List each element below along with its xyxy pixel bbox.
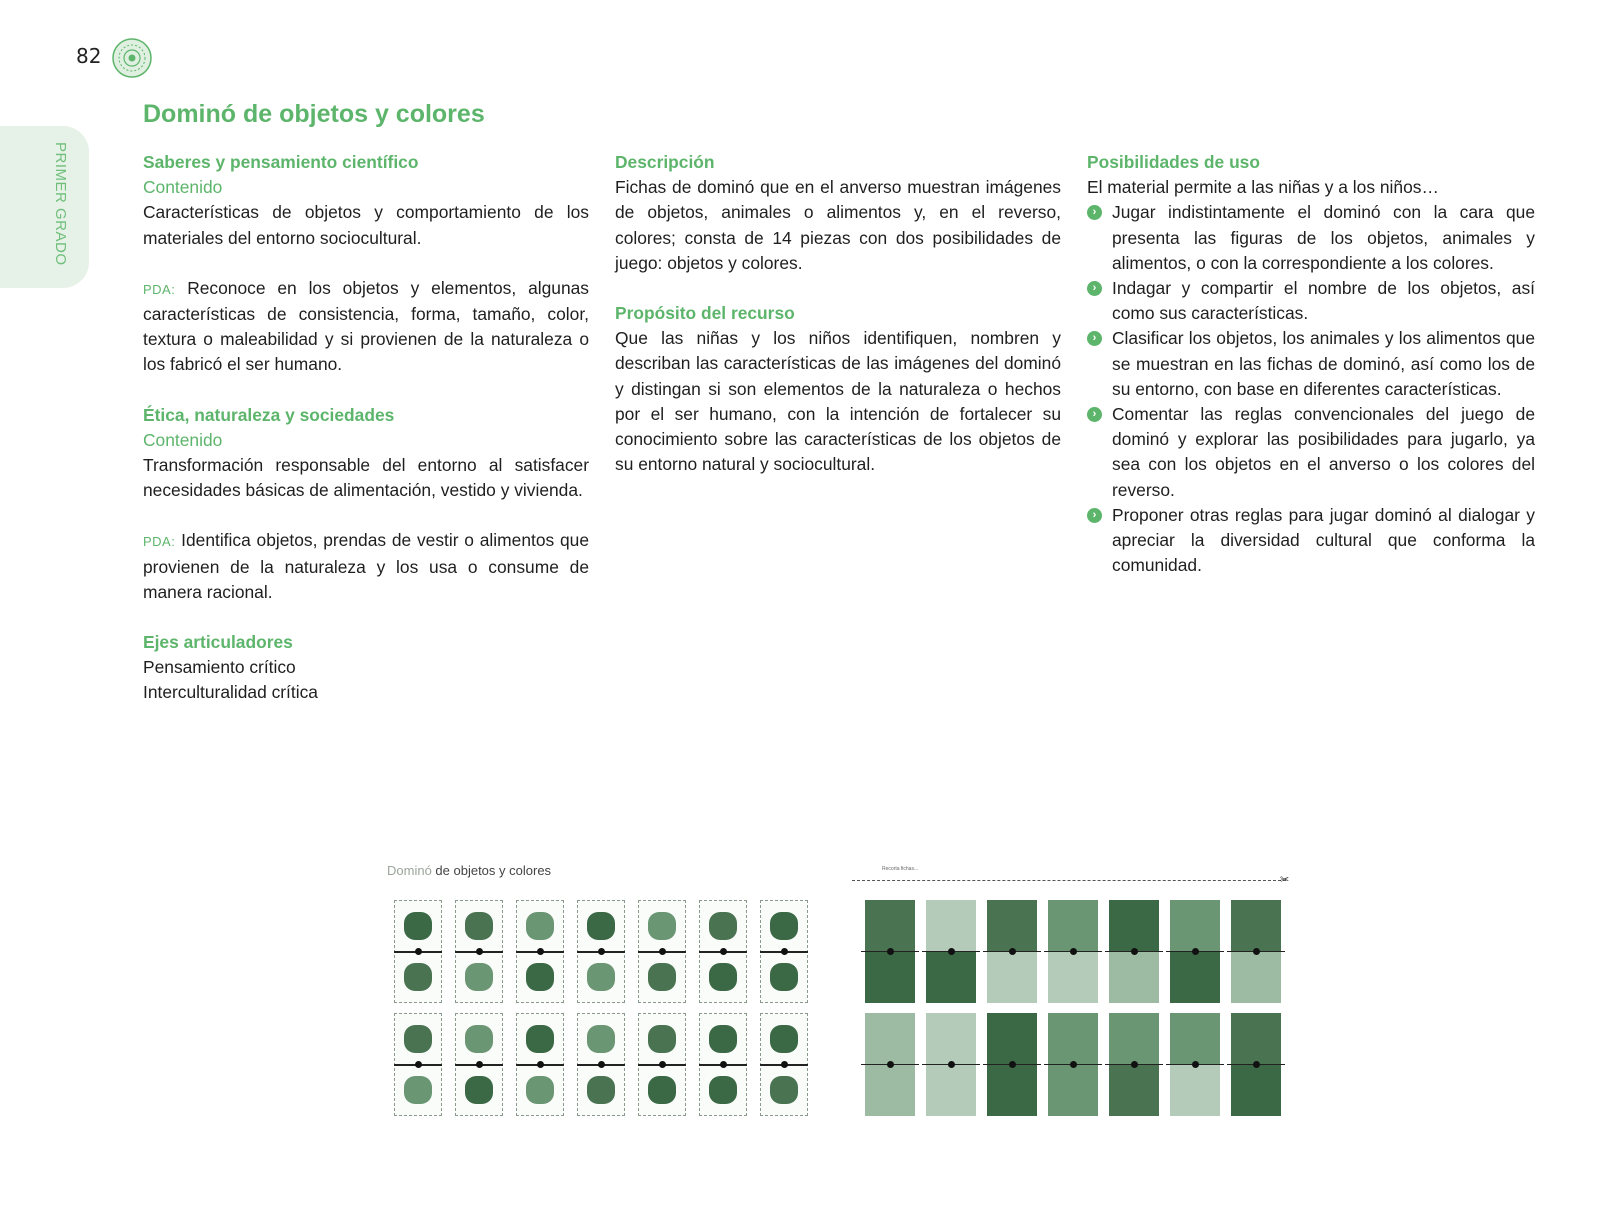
proposito-text: Que las niñas y los niños identifiquen, nombren y describan las características de las imágenes del dominó y distingan si son elementos de la naturaleza o hechos por el ser humano, con la intención de fortalecer su conocimiento sobre las características de los objetos de su entorno natural y sociocultural.: [615, 328, 1061, 475]
color-swatch: [987, 900, 1037, 951]
object-picture: [404, 1076, 432, 1104]
list-item: [1087, 503, 1535, 579]
heading-saberes: Saberes y pensamiento científico: [143, 152, 419, 172]
contenido-text-2: Transformación responsable del entorno al satisfacer necesidades básicas de alimentación, vestido y vivienda.: [143, 455, 589, 501]
object-picture: [404, 963, 432, 991]
side-tab: [0, 126, 89, 288]
pda-label: PDA:: [143, 281, 176, 297]
chevron-right-circle-icon: ›: [1087, 331, 1102, 346]
list-item-text: Indagar y compartir el nombre de los objetos, así como sus características.: [1112, 278, 1535, 324]
figure-title-light: Dominó: [387, 863, 432, 878]
color-domino-tile: [1048, 1013, 1098, 1116]
tile-dot: [537, 948, 544, 955]
tile-dot: [476, 948, 483, 955]
color-swatch: [1170, 1065, 1220, 1116]
object-domino-tile: [516, 900, 564, 1003]
list-item-text: Jugar indistintamente el dominó con la cara que presenta las figuras de los objetos, animales y alimentos, o con la correspondiente a los colores.: [1112, 202, 1535, 273]
heading-ejes: Ejes articuladores: [143, 632, 293, 653]
color-swatch: [1231, 1013, 1281, 1064]
color-swatch: [1048, 952, 1098, 1003]
color-swatch: [987, 952, 1037, 1003]
color-swatch: [926, 1065, 976, 1116]
object-picture: [587, 1025, 615, 1053]
color-domino-tile: [926, 1013, 976, 1116]
color-swatch: [1170, 900, 1220, 951]
object-picture: [709, 963, 737, 991]
object-picture: [465, 963, 493, 991]
rosette-logo-icon: [112, 38, 152, 78]
color-domino-tile: [865, 1013, 915, 1116]
object-domino-tile: [760, 1013, 808, 1116]
object-picture: [770, 1076, 798, 1104]
object-domino-tile: [760, 900, 808, 1003]
object-domino-tile: [638, 1013, 686, 1116]
tile-dot: [948, 1061, 955, 1068]
descripcion-text: Fichas de dominó que en el anverso muestran imágenes de objetos, animales o alimentos y, en el reverso, colores; consta de 14 piezas con dos posibilidades de juego: objetos y colores.: [615, 177, 1061, 273]
tile-dot: [1131, 948, 1138, 955]
color-swatch: [865, 900, 915, 951]
tile-dot: [659, 1061, 666, 1068]
object-picture: [587, 963, 615, 991]
object-picture: [404, 1025, 432, 1053]
eje-item: Pensamiento crítico: [143, 657, 296, 678]
color-swatch: [1170, 1013, 1220, 1064]
object-domino-tile: [577, 900, 625, 1003]
color-domino-sheet: [865, 900, 1285, 1122]
tile-dot: [1253, 1061, 1260, 1068]
object-picture: [709, 912, 737, 940]
tile-dot: [598, 948, 605, 955]
color-domino-tile: [1109, 900, 1159, 1003]
list-item: [1087, 276, 1535, 326]
color-swatch: [1231, 952, 1281, 1003]
pda-paragraph-2: [143, 528, 589, 605]
object-picture: [526, 912, 554, 940]
tile-dot: [598, 1061, 605, 1068]
color-domino-tile: [865, 900, 915, 1003]
object-picture: [526, 963, 554, 991]
object-domino-tile: [455, 900, 503, 1003]
tile-dot: [415, 948, 422, 955]
object-domino-tile: [516, 1013, 564, 1116]
object-picture: [404, 912, 432, 940]
tile-dot: [1009, 1061, 1016, 1068]
list-item-text: Proponer otras reglas para jugar dominó al dialogar y apreciar la diversidad cultural que conforma la comunidad.: [1112, 504, 1535, 576]
object-picture: [770, 912, 798, 940]
tile-dot: [720, 1061, 727, 1068]
object-picture: [465, 1076, 493, 1104]
color-swatch: [1048, 900, 1098, 951]
object-domino-tile: [638, 900, 686, 1003]
posibilidades-intro: El material permite a las niñas y a los niños…: [1087, 177, 1439, 198]
color-swatch: [1109, 1065, 1159, 1116]
chevron-right-circle-icon: ›: [1087, 205, 1102, 220]
tile-dot: [887, 948, 894, 955]
color-swatch: [926, 952, 976, 1003]
object-domino-tile: [394, 900, 442, 1003]
color-swatch: [1109, 900, 1159, 951]
color-domino-tile: [987, 1013, 1037, 1116]
color-domino-tile: [926, 900, 976, 1003]
tile-dot: [887, 1061, 894, 1068]
color-swatch: [865, 1065, 915, 1116]
color-domino-tile: [1048, 900, 1098, 1003]
color-swatch: [1109, 952, 1159, 1003]
object-picture: [526, 1076, 554, 1104]
object-picture: [465, 1025, 493, 1053]
object-picture: [648, 912, 676, 940]
object-domino-tile: [699, 1013, 747, 1116]
figure-title: [387, 863, 551, 878]
chevron-right-circle-icon: ›: [1087, 407, 1102, 422]
object-domino-tile: [699, 900, 747, 1003]
tile-dot: [1009, 948, 1016, 955]
color-domino-tile: [1170, 1013, 1220, 1116]
color-domino-tile: [1231, 1013, 1281, 1116]
list-item-text: Comentar las reglas convencionales del juego de dominó y explorar las posibilidades para jugarlo, ya sea con los objetos en el anverso o los colores del reverso.: [1112, 404, 1535, 500]
tile-dot: [1253, 948, 1260, 955]
pda-text-2: Identifica objetos, prendas de vestir o alimentos que provienen de la naturaleza y los usa o consume de manera racional.: [143, 530, 589, 602]
page-title: Dominó de objetos y colores: [143, 100, 485, 128]
tile-dot: [1070, 1061, 1077, 1068]
object-picture: [648, 1025, 676, 1053]
posibilidades-list: [1087, 200, 1535, 578]
figure-title-rest: de objetos y colores: [435, 863, 552, 878]
color-swatch: [987, 1013, 1037, 1064]
color-domino-tile: [1109, 1013, 1159, 1116]
subheading-contenido-2: Contenido: [143, 429, 223, 450]
color-swatch: [1231, 900, 1281, 951]
heading-proposito: Propósito del recurso: [615, 303, 795, 324]
object-picture: [465, 912, 493, 940]
color-swatch: [987, 1065, 1037, 1116]
tile-dot: [537, 1061, 544, 1068]
heading-etica: Ética, naturaleza y sociedades: [143, 404, 395, 425]
tile-dot: [1070, 948, 1077, 955]
color-swatch: [926, 1013, 976, 1064]
color-swatch: [1170, 952, 1220, 1003]
contenido-text-1: Características de objetos y comportamiento de los materiales del entorno sociocultural.: [143, 202, 589, 248]
list-item: [1087, 326, 1535, 402]
color-swatch: [1231, 1065, 1281, 1116]
chevron-right-circle-icon: ›: [1087, 508, 1102, 523]
heading-posibilidades: Posibilidades de uso: [1087, 152, 1260, 172]
chevron-right-circle-icon: ›: [1087, 281, 1102, 296]
object-domino-tile: [394, 1013, 442, 1116]
pda-paragraph-1: [143, 276, 589, 378]
column-posibilidades: [1087, 150, 1535, 578]
color-swatch: [1048, 1013, 1098, 1064]
object-picture: [770, 1025, 798, 1053]
tile-dot: [1192, 1061, 1199, 1068]
pda-label: PDA:: [143, 534, 176, 550]
heading-descripcion: Descripción: [615, 152, 715, 172]
object-domino-tile: [577, 1013, 625, 1116]
tile-dot: [781, 1061, 788, 1068]
object-picture: [526, 1025, 554, 1053]
cut-line: [852, 880, 1286, 881]
tile-dot: [781, 948, 788, 955]
list-item: [1087, 200, 1535, 276]
object-picture: [770, 963, 798, 991]
column-saberes: [143, 150, 589, 706]
side-tab-label: PRIMER GRADO: [52, 142, 69, 266]
object-picture: [587, 1076, 615, 1104]
list-item: [1087, 402, 1535, 503]
cut-instruction: Recorta fichas...: [882, 866, 919, 872]
color-swatch: [926, 900, 976, 951]
tile-dot: [1192, 948, 1199, 955]
page-number: 82: [76, 44, 102, 68]
tile-dot: [415, 1061, 422, 1068]
scissors-icon: ✂: [1280, 874, 1290, 886]
object-picture: [709, 1025, 737, 1053]
color-swatch: [865, 952, 915, 1003]
object-picture: [648, 1076, 676, 1104]
list-item-text: Clasificar los objetos, los animales y los alimentos que se muestran en las fichas de dominó, así como los de su entorno, con base en diferentes características.: [1112, 328, 1535, 399]
object-domino-tile: [455, 1013, 503, 1116]
tile-dot: [948, 948, 955, 955]
object-domino-sheet: [394, 900, 814, 1122]
color-domino-tile: [1170, 900, 1220, 1003]
pda-text-1: Reconoce en los objetos y elementos, algunas características de consistencia, forma, tamaño, color, textura o maleabilidad y si provienen de la naturaleza o los fabricó el ser humano.: [143, 277, 589, 375]
tile-dot: [720, 948, 727, 955]
column-descripcion: [615, 150, 1061, 477]
color-swatch: [1048, 1065, 1098, 1116]
tile-dot: [1131, 1061, 1138, 1068]
color-domino-tile: [1231, 900, 1281, 1003]
subheading-contenido-1: Contenido: [143, 177, 223, 198]
color-swatch: [1109, 1013, 1159, 1064]
object-picture: [587, 912, 615, 940]
eje-item: Interculturalidad crítica: [143, 682, 318, 703]
color-swatch: [865, 1013, 915, 1064]
tile-dot: [659, 948, 666, 955]
color-domino-tile: [987, 900, 1037, 1003]
tile-dot: [476, 1061, 483, 1068]
object-picture: [709, 1076, 737, 1104]
object-picture: [648, 963, 676, 991]
